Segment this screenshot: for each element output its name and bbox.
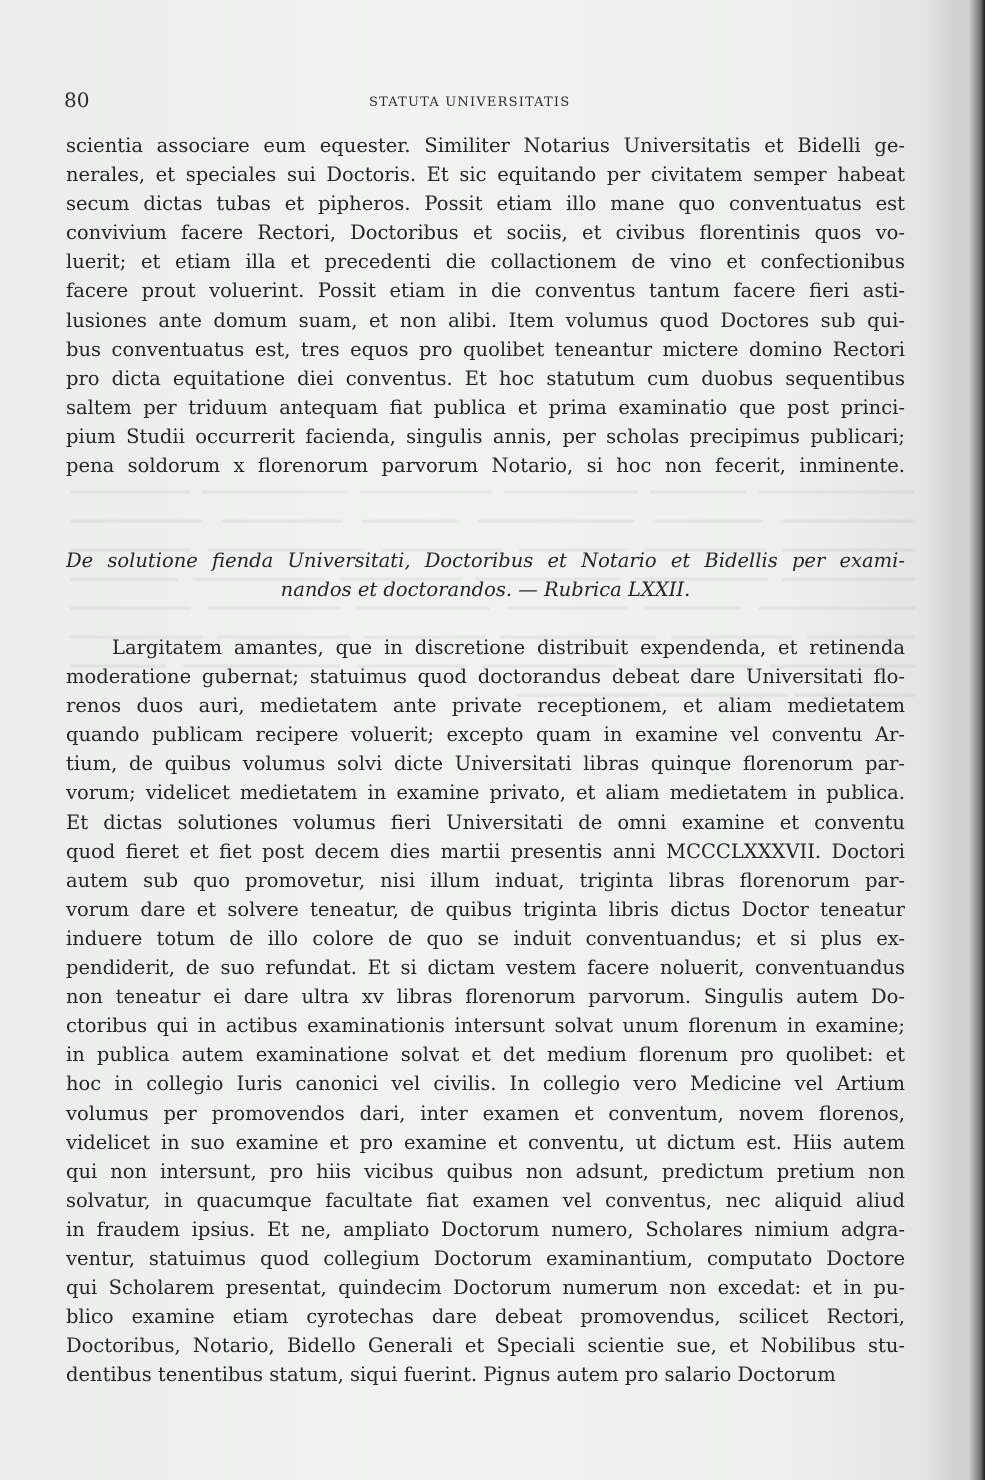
paragraph-continued xyxy=(66,131,905,480)
rubric-line: nandos et doctorandos. — Rubrica LXXII. xyxy=(280,578,691,602)
text-line: convivium facere Rectori, Doctoribus et sociis, et civibus florentinis quos vo- xyxy=(66,221,905,245)
text-line: facere prout voluerint. Possit etiam in die conventus tantum facere fieri asti- xyxy=(66,279,905,303)
text-line: qui Scholarem presentat, quindecim Doctorum numerum non excedat: et in pu- xyxy=(66,1276,905,1300)
text-line: induere totum de illo colore de quo se induit conventuandus; et si plus ex- xyxy=(66,926,905,950)
text-line: vorum dare et solvere teneatur, de quibus triginta libris dictus Doctor teneatur xyxy=(66,897,905,921)
text-line: solvatur, in quacumque facultate fiat examen vel conventus, nec aliquid aliud xyxy=(66,1188,905,1212)
text-line: in publica autem examinatione solvat et det medium florenum pro quolibet: et xyxy=(66,1043,905,1067)
text-line: pium Studii occurrerit facienda, singulis annis, per scholas precipimus publicari; xyxy=(66,424,905,448)
rubric-heading xyxy=(66,546,905,604)
page-header xyxy=(64,88,915,116)
text-line: Doctoribus, Notario, Bidello Generali et Speciali scientie sue, et Nobilibus stu- xyxy=(66,1334,905,1358)
text-line: lusiones ante domum suam, et non alibi. Item volumus quod Doctores sub qui- xyxy=(66,308,905,332)
text-line: tium, de quibus volumus solvi dicte Universitati libras quinque florenorum par- xyxy=(66,752,905,776)
text-line: secum dictas tubas et pipheros. Possit etiam illo mane quo conventuatus est xyxy=(66,192,905,216)
text-line: Et dictas solutiones volumus fieri Universitati de omni examine et conventu xyxy=(66,810,905,834)
rubric-line: De solutione fienda Universitati, Doctoribus et Notario et Bidellis per exami- xyxy=(66,549,905,572)
text-line: dentibus tenentibus statum, siqui fuerint. Pignus autem pro salario Doctorum xyxy=(66,1363,836,1387)
text-line: videlicet in suo examine et pro examine et conventu, ut dictum est. Hiis autem xyxy=(66,1130,905,1154)
text-line: saltem per triduum antequam fiat publica et prima examinatio que post princi- xyxy=(66,395,905,419)
text-line: nerales, et speciales sui Doctoris. Et sic equitando per civitatem semper habeat xyxy=(66,163,905,187)
text-line: autem sub quo promovetur, nisi illum induat, triginta libras florenorum par- xyxy=(66,868,905,892)
text-line: pro dicta equitatione diei conventus. Et hoc statutum cum duobus sequentibus xyxy=(66,366,905,390)
text-line: scientia associare eum equester. Similiter Notarius Universitatis et Bidelli ge- xyxy=(66,134,905,157)
text-line: bus conventuatus est, tres equos pro quolibet teneantur mictere domino Rectori xyxy=(66,337,905,361)
text-line: volumus per promovendos dari, inter examen et conventum, novem florenos, xyxy=(66,1101,905,1125)
text-line: pena soldorum x florenorum parvorum Notario, si hoc non fecerit, inminente. xyxy=(66,454,905,478)
paragraph-rubric-body xyxy=(66,633,905,1389)
page-number: 80 xyxy=(64,88,90,112)
text-line: non teneatur ei dare ultra xv libras florenorum parvorum. Singulis autem Do- xyxy=(66,985,905,1009)
text-line: Largitatem amantes, que in discretione distribuit expendenda, et retinenda xyxy=(112,636,905,659)
text-line: ctoribus qui in actibus examinationis intersunt solvat unum florenum in examine; xyxy=(66,1014,905,1038)
page-edge-shadow xyxy=(969,0,985,1480)
text-line: ventur, statuimus quod collegium Doctorum examinantium, computato Doctore xyxy=(66,1246,905,1270)
text-line: moderatione gubernat; statuimus quod doctorandus debeat dare Universitati flo- xyxy=(66,665,905,689)
text-line: luerit; et etiam illa et precedenti die collactionem de vino et confectionibus xyxy=(66,250,905,274)
text-line: pendiderit, de suo refundat. Et si dictam vestem facere noluerit, conventuandus xyxy=(66,956,905,980)
text-line: quod fieret et fiet post decem dies martii presentis anni MCCCLXXXVII. Doctori xyxy=(66,839,905,863)
text-line: in fraudem ipsius. Et ne, ampliato Doctorum numero, Scholares nimium adgra- xyxy=(66,1217,905,1241)
text-line: qui non intersunt, pro hiis vicibus quibus non adsunt, predictum pretium non xyxy=(66,1159,905,1183)
text-line: vorum; videlicet medietatem in examine privato, et aliam medietatem in publica. xyxy=(66,781,905,805)
text-line: blico examine etiam cyrotechas dare debeat promovendus, scilicet Rectori, xyxy=(66,1305,905,1329)
text-line: hoc in collegio Iuris canonici vel civilis. In collegio vero Medicine vel Artium xyxy=(66,1072,905,1096)
text-line: quando publicam recipere voluerit; excepto quam in examine vel conventu Ar- xyxy=(66,723,905,747)
running-title: STATUTA UNIVERSITATIS xyxy=(369,95,571,110)
text-line: renos duos auri, medietatem ante private receptionem, et aliam medietatem xyxy=(66,694,905,718)
